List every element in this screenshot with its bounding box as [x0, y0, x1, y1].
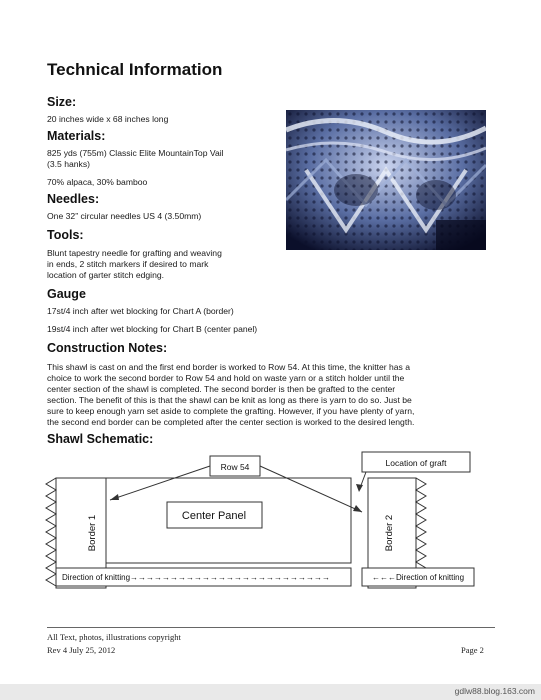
- size-heading: Size:: [47, 95, 77, 109]
- watermark-text: gdlw88.blog.163.com: [454, 686, 535, 696]
- page-title: Technical Information: [47, 60, 223, 79]
- needles-text: One 32” circular needles US 4 (3.50mm): [47, 211, 202, 221]
- lace-pattern-icon: [286, 110, 486, 250]
- construction-line-2: choice to work the second border to Row 54 and hold on waste yarn or a stitch holder until the: [47, 373, 405, 383]
- tools-line-3: location of garter stitch edging.: [47, 270, 165, 280]
- row-54-label: Row 54: [220, 462, 250, 472]
- gauge-line-2: 19st/4 inch after wet blocking for Chart B (center panel): [47, 324, 258, 334]
- construction-line-1: This shawl is cast on and the first end border is worked to Row 54. At this time, the knitter has a: [47, 362, 411, 372]
- center-panel-label: Center Panel: [181, 510, 247, 522]
- direction-left-label: Direction of knitting→→→→→→→→→→→→→→→→→→→→→→→→→: [62, 573, 331, 582]
- tools-line-2: in ends, 2 stitch markers if desired to mark: [47, 259, 209, 269]
- shawl-schematic: [0, 440, 541, 600]
- watermark-strip: [0, 684, 541, 700]
- materials-line-1: 825 yds (755m) Classic Elite MountainTop Vail: [47, 148, 224, 158]
- schematic-heading: Shawl Schematic:: [47, 432, 154, 446]
- page-number: Page 2: [461, 645, 484, 655]
- construction-line-3: center section of the shawl is completed. The second border is then be grafted to the center: [47, 384, 396, 394]
- materials-line-3: 70% alpaca, 30% bamboo: [47, 177, 148, 187]
- lace-knitting-photo: [286, 110, 486, 250]
- construction-line-5: sure to keep enough yarn set aside to complete the grafting. However, if you have plenty of yarn,: [47, 406, 415, 416]
- construction-line-4: section. The benefit of this is that the shawl can be knit as long as there is yarn to do so. Just be: [47, 395, 412, 405]
- materials-line-2: (3.5 hanks): [47, 159, 90, 169]
- footer-revision: Rev 4 July 25, 2012: [47, 645, 116, 655]
- construction-line-6: the second end border can be completed after the center section is worked to the desired length.: [47, 417, 415, 427]
- tools-heading: Tools:: [47, 228, 84, 242]
- left-edging: [46, 478, 56, 586]
- border-2-label: Border 2: [384, 514, 395, 552]
- gauge-line-1: 17st/4 inch after wet blocking for Chart A (border): [47, 306, 234, 316]
- footer-rule: [47, 627, 495, 628]
- size-text: 20 inches wide x 68 inches long: [47, 114, 169, 124]
- materials-heading: Materials:: [47, 129, 106, 143]
- border-1-label: Border 1: [87, 514, 98, 552]
- footer-copyright: All Text, photos, illustrations copyright: [47, 632, 181, 642]
- graft-label: Location of graft: [385, 458, 447, 468]
- tools-line-1: Blunt tapestry needle for grafting and weaving: [47, 248, 222, 258]
- needles-heading: Needles:: [47, 192, 100, 206]
- direction-right-label: ←←←Direction of knitting: [371, 573, 465, 582]
- gauge-heading: Gauge: [47, 287, 86, 301]
- construction-heading: Construction Notes:: [47, 341, 168, 355]
